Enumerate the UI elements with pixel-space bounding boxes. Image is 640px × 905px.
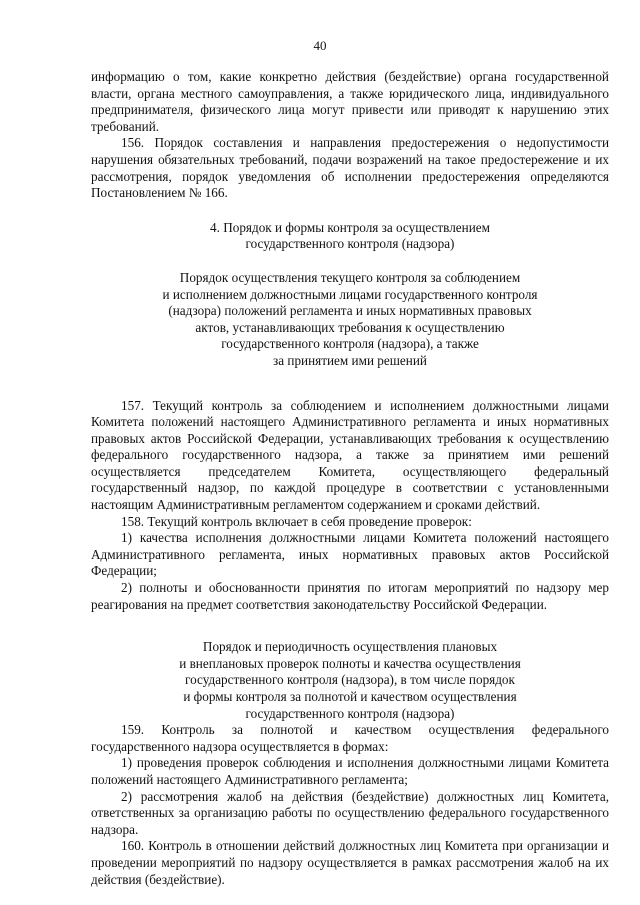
heading-line: 4. Порядок и формы контроля за осуществлением [210,219,490,235]
paragraph-157: 157. Текущий контроль за соблюдением и исполнением должностными лицами Комитета положений настоящего Административного регламента и иных нормативных правовых актов Российской Федерации, устанавливающих требования к осуществлению федерального государственного надзора, а также за принятием ими решений осуществляется председателем Комитета, осуществляющего федеральный государственный надзор, по каждой процедуре в соответствии с установленными настоящим Административным регламентом содержанием и сроками действий. [91,397,609,513]
heading-line: государственного контроля (надзора), а также [221,336,479,352]
paragraph-156: 156. Порядок составления и направления предостережения о недопустимости нарушения обязательных требований, подачи возражений на такое предостережение и их рассмотрения, порядок уведомления об исполнении предостережения определяются Постановлением № 166. [91,135,609,201]
subheading-current-control [91,270,609,370]
page-number: 40 [313,38,327,53]
heading-line: и формы контроля за полнотой и качеством осуществления [183,689,517,704]
paragraph-continuation: информацию о том, какие конкретно действия (бездействие) органа государственной власти, органа местного самоуправления, а также юридического лица, индивидуального предпринимателя, физического лица могут привести или приводят к нарушению этих требований. [91,69,609,134]
heading-line: за принятием ими решений [273,352,427,368]
heading-line: государственного контроля (надзора), в том числе порядок [185,672,515,688]
paragraph-159-item-1: 1) проведения проверок соблюдения и исполнения должностными лицами Комитета положений настоящего Административного регламента; [91,755,609,787]
heading-line: и внеплановых проверок полноты и качества осуществления [179,655,521,671]
paragraph-160: 160. Контроль в отношении действий должностных лиц Комитета при организации и проведении мероприятий по надзору осуществляется в рамках рассмотрения жалоб на их действия (бездействие). [91,838,609,887]
section-4-heading [91,220,609,253]
subheading-inspections [91,639,609,722]
heading-line: (надзора) положений регламента и иных нормативных правовых [168,303,532,319]
heading-line: и исполнением должностными лицами государственного контроля [162,286,538,302]
paragraph-158-item-2: 2) полноты и обоснованности принятия по итогам мероприятий по надзору мер реагирования на предмет соответствия законодательству Российской Федерации. [91,580,609,612]
document-body [91,69,609,888]
paragraph-158: 158. Текущий контроль включает в себя проведение проверок: [121,513,472,529]
paragraph-158-item-1: 1) качества исполнения должностными лицами Комитета положений настоящего Административного регламента, иных нормативных правовых актов Российской Федерации; [91,530,609,579]
paragraph-159-item-2: 2) рассмотрения жалоб на действия (бездействие) должностных лиц Комитета, ответственных за организацию работы по осуществлению федерального государственного надзора. [91,788,609,837]
heading-line: государственного контроля (надзора) [245,705,455,721]
heading-line: актов, устанавливающих требования к осуществлению [195,319,505,335]
heading-line: Порядок осуществления текущего контроля за соблюдением [179,269,521,285]
paragraph-159: 159. Контроль за полнотой и качеством осуществления федерального государственного надзора осуществляется в формах: [91,722,609,754]
heading-line: Порядок и периодичность осуществления плановых [202,639,498,655]
heading-line: государственного контроля (надзора) [245,236,455,252]
